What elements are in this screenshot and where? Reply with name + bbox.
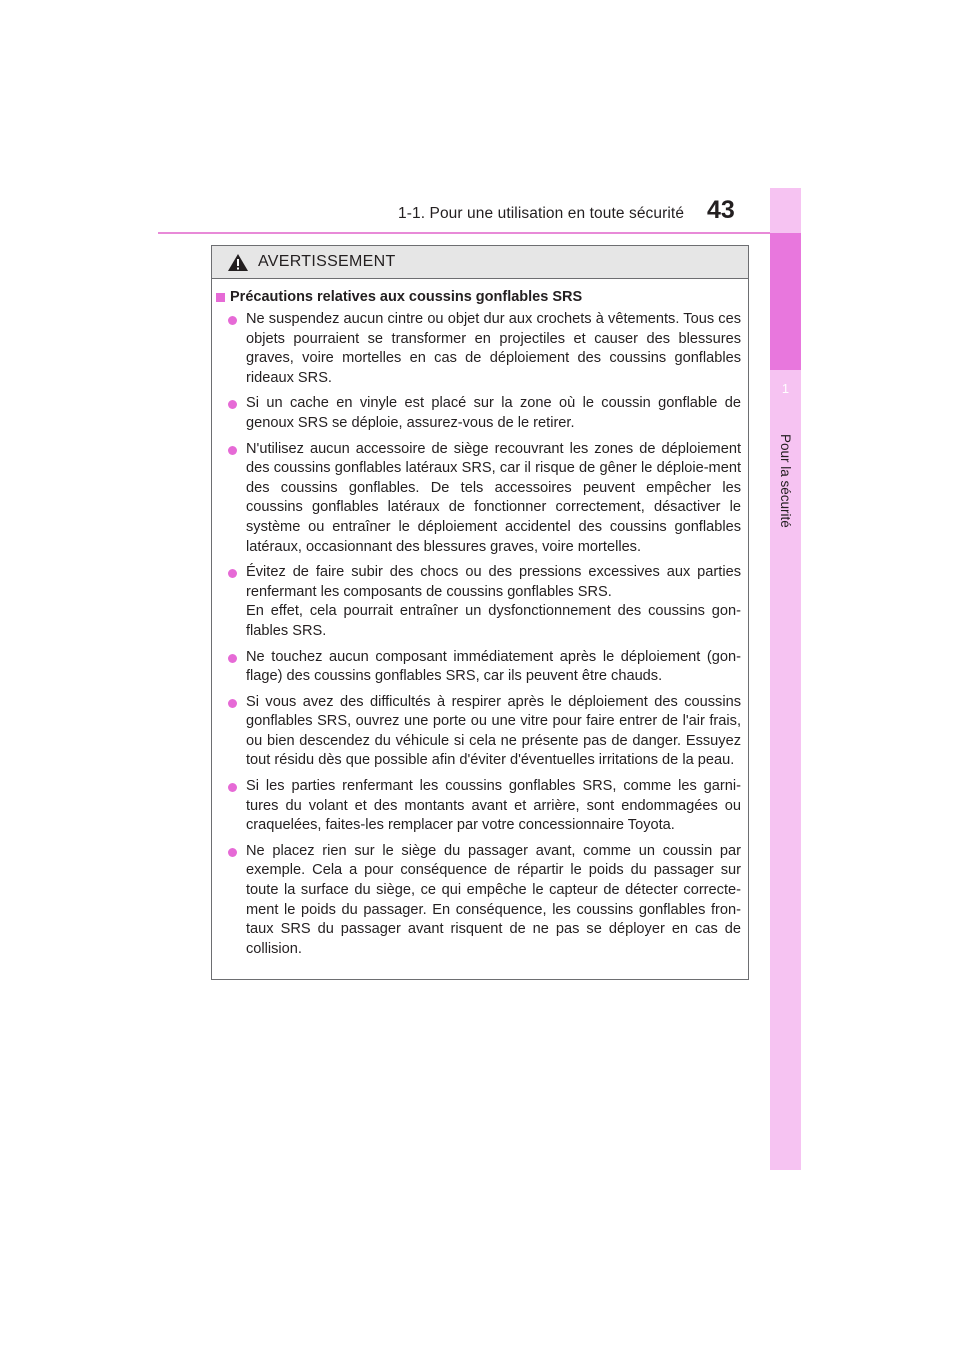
round-bullet-icon: [228, 699, 237, 708]
section-title: 1-1. Pour une utilisation en toute sécurité: [398, 205, 685, 222]
list-item: [216, 842, 741, 960]
round-bullet-icon: [228, 654, 237, 663]
round-bullet-icon: [228, 569, 237, 578]
chapter-number: 1: [781, 381, 790, 396]
list-item: [216, 648, 741, 687]
bullet-text: Si un cache en vinyle est placé sur la zone où le coussin gonflable de genoux SRS se déploie, assurez-vous de le retirer.: [246, 395, 741, 431]
bullet-text: Ne touchez aucun composant immédiatement après le déploiement (gon-flage) des coussins gonflables SRS, car ils peuvent être chauds.: [246, 648, 741, 685]
bullet-text: Évitez de faire subir des chocs ou des pressions excessives aux parties renfermant les composants de coussins gonflables SRS. En effet, cela pourrait entraîner un dysfonctionnement des coussins gon-flables SRS.: [246, 564, 741, 639]
warning-triangle-icon: [227, 253, 249, 272]
warning-title: AVERTISSEMENT: [258, 253, 396, 270]
topic-title: Précautions relatives aux coussins gonflables SRS: [230, 289, 583, 305]
header-divider: [158, 232, 800, 234]
warning-body: [212, 279, 748, 959]
chapter-side-tab: [770, 188, 801, 1170]
page-number: 43: [707, 196, 735, 224]
square-bullet-icon: [216, 293, 225, 302]
warning-box: [211, 245, 749, 980]
bullet-text: Si vous avez des difficultés à respirer après le déploiement des coussins gonflables SRS, ouvrez une porte ou une vitre pour faire entrer de l'air frais, ou bien descendez du véhicule si cela ne présente pas de danger. Essuyez tout résidu dès que possible afin d'éviter d'éventuelles irritations de la peau.: [246, 693, 741, 769]
list-item: [216, 394, 741, 433]
topic-heading: [216, 289, 741, 305]
round-bullet-icon: [228, 400, 237, 409]
list-item: [216, 440, 741, 558]
list-item: [216, 563, 741, 641]
round-bullet-icon: [228, 316, 237, 325]
chapter-label: Pour la sécurité: [778, 434, 793, 528]
bullet-text: Ne suspendez aucun cintre ou objet dur aux crochets à vêtements. Tous ces objets pourraient se transformer en projectiles et causer des blessures graves, voire mortelles en cas de déploiement des coussins gonflables rideaux SRS.: [246, 311, 741, 386]
bullet-text: N'utilisez aucun accessoire de siège recouvrant les zones de déploiement des coussins gonflables latéraux SRS, car il risque de gêner le déploie-ment des coussins gonflables. De tels accessoires peuvent empêcher les coussins gonflables latéraux de fonctionner correctement, désactiver le système ou entraîner le déploiement accidentel des coussins gonflables latéraux, occasionnant des blessures graves, voire mortelles.: [246, 440, 741, 555]
bullet-text: Si les parties renfermant les coussins gonflables SRS, comme les garni-tures du volant et des montants avant et arrière, sont endommagées ou craquelées, faites-les remplacer par votre concessionnaire Toyota.: [246, 778, 741, 834]
bullet-list: [216, 310, 741, 959]
bullet-text: Ne placez rien sur le siège du passager avant, comme un coussin par exemple. Cela a pour conséquence de répartir le poids du passager sur toute la surface du siège, ce qui empêche le capteur de détecter correcte-ment le poids du passager. En conséquence, les coussins gonflables fron-taux SRS du passager avant risquent de ne pas se déployer en cas de collision.: [246, 842, 741, 957]
round-bullet-icon: [228, 783, 237, 792]
chapter-tab-accent: [770, 233, 801, 370]
round-bullet-icon: [228, 446, 237, 455]
list-item: [216, 693, 741, 771]
list-item: [216, 310, 741, 388]
round-bullet-icon: [228, 848, 237, 857]
list-item: [216, 777, 741, 836]
warning-header: [212, 246, 748, 279]
